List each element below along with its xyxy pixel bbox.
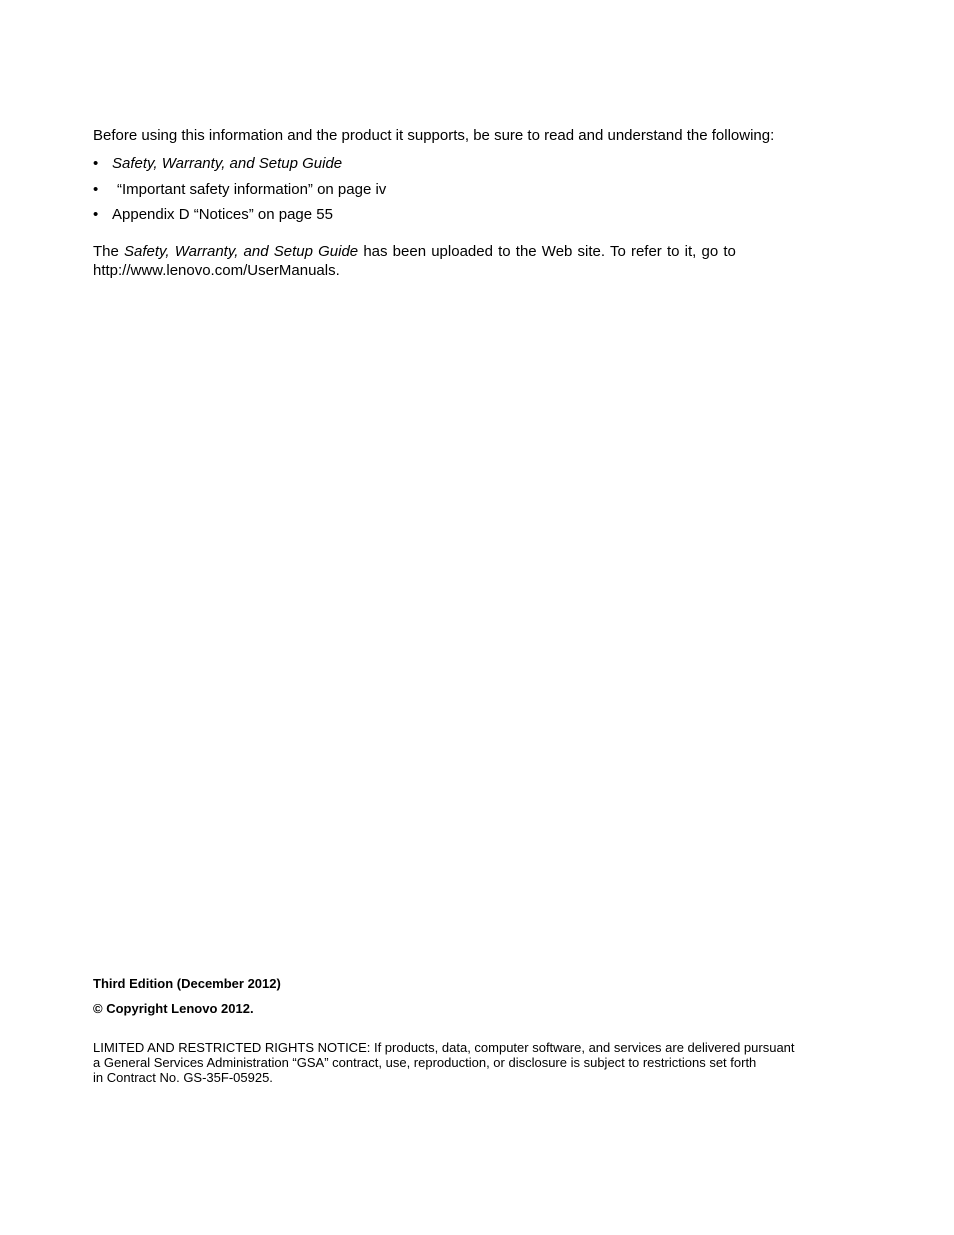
list-item-text: “Important safety information” on page iv <box>117 180 387 198</box>
bullet-icon: • <box>93 180 99 198</box>
paragraph-suffix: has been uploaded to the Web site. To refer to it, go to <box>358 243 736 260</box>
web-site-paragraph <box>93 242 773 280</box>
intro-text: Before using this information and the product it supports, be sure to read and understand the following: <box>93 127 775 144</box>
paragraph-prefix: The <box>93 243 125 260</box>
notice-line: a General Services Administration “GSA” contract, use, reproduction, or disclosure is subject to restrictions set forth <box>93 1055 757 1070</box>
rights-notice <box>93 1040 795 1085</box>
copyright-line: © Copyright Lenovo 2012. <box>93 1001 254 1016</box>
list-item-text: Safety, Warranty, and Setup Guide <box>112 155 343 172</box>
guide-title: Safety, Warranty, and Setup Guide <box>124 243 359 260</box>
list-item <box>93 180 386 199</box>
list-item <box>93 154 386 173</box>
bullet-icon: • <box>93 206 99 223</box>
edition-heading: Third Edition (December 2012) <box>93 976 281 991</box>
bullet-icon: • <box>93 155 99 172</box>
manuals-url: http://www.lenovo.com/UserManuals. <box>93 262 340 279</box>
notice-line: in Contract No. GS-35F-05925. <box>93 1070 273 1085</box>
paragraph-line <box>93 242 773 261</box>
list-item <box>93 205 386 224</box>
notice-line: LIMITED AND RESTRICTED RIGHTS NOTICE: If products, data, computer software, and services are delivered pursuant <box>93 1040 795 1055</box>
reading-list <box>93 154 386 231</box>
list-item-text: Appendix D “Notices” on page 55 <box>112 206 333 223</box>
